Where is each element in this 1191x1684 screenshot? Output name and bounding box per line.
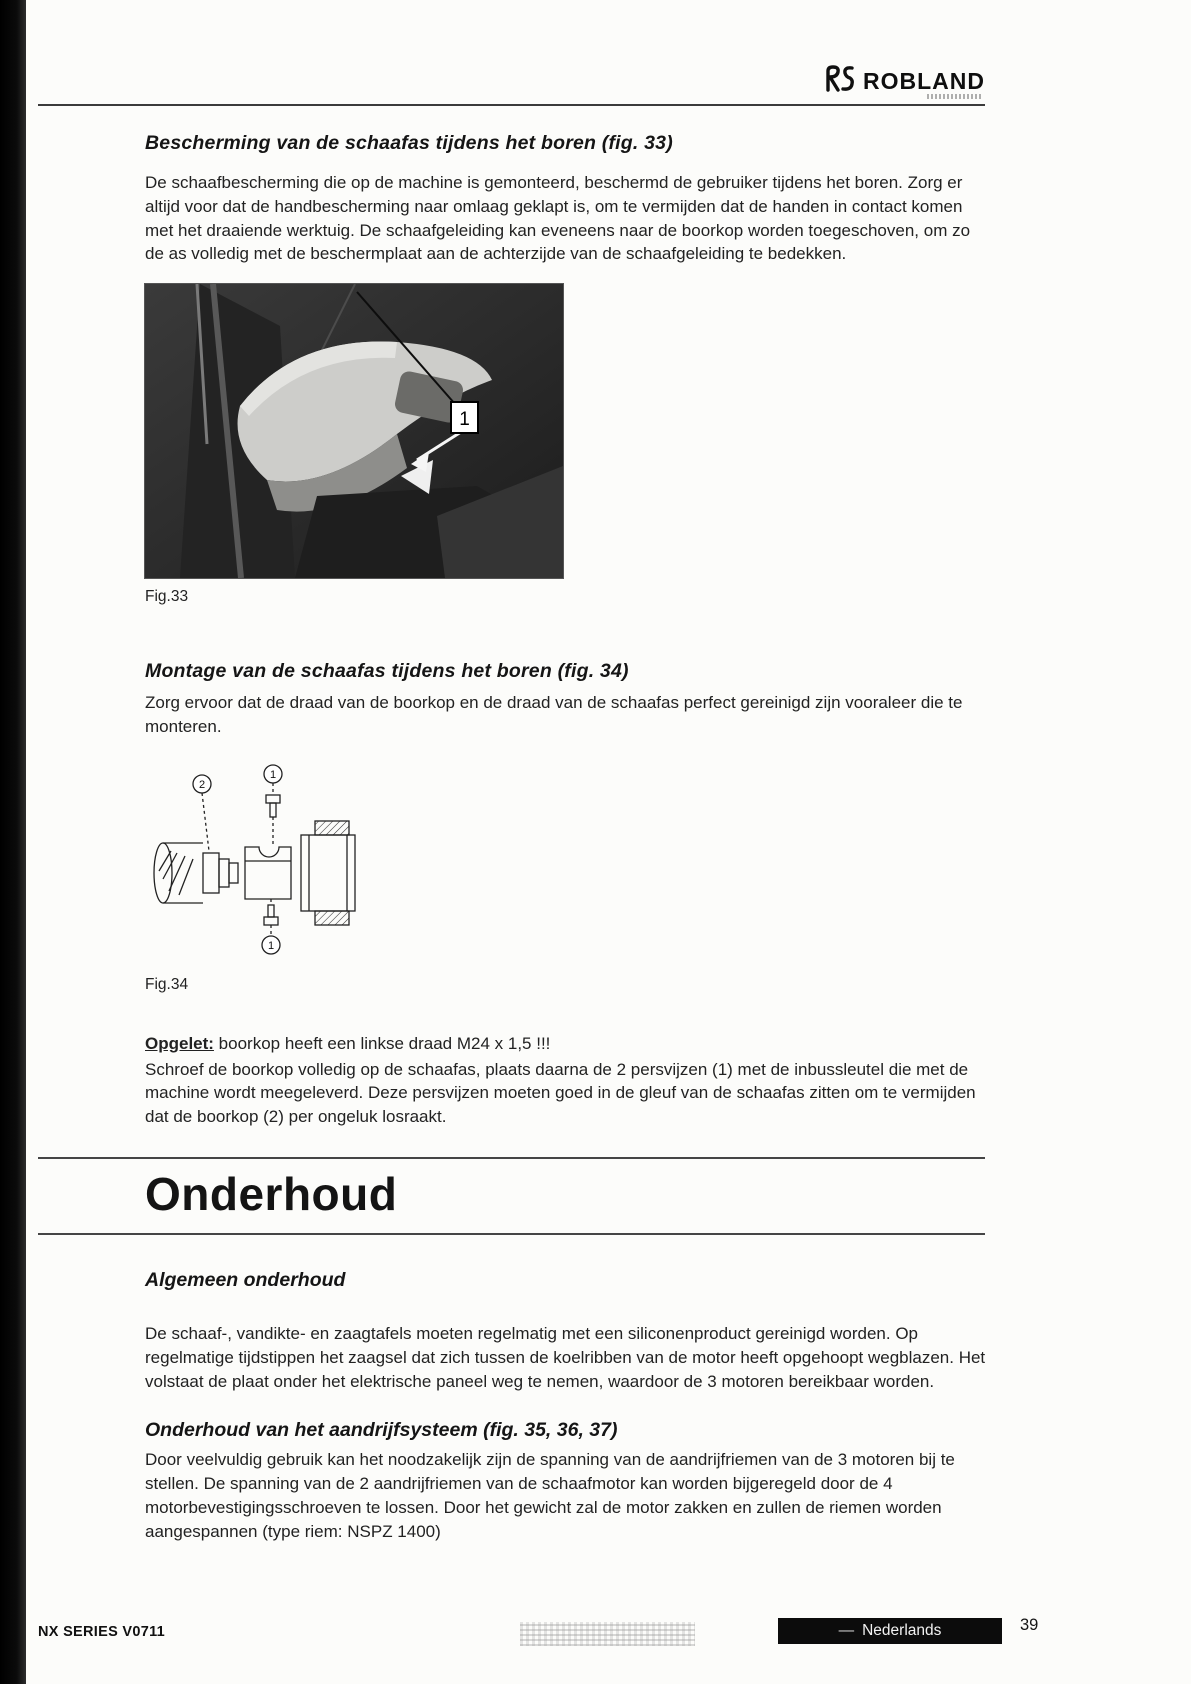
section1-paragraph: De schaafbescherming die op de machine is gemonteerd, beschermd de gebruiker tijdens het boren. Zorg er altijd voor dat de handbescherming naar omlaag geklapt is, om te vermijden dat de handen in contact komen met het draaiende werktuig. De schaafgeleiding kan eveneens naar de boorkop worden toegeschoven, om zo de as volledig met de beschermplaat aan de achterzijde van de schaafgeleiding te bedekken. bbox=[145, 173, 971, 264]
brand-name: ROBLAND bbox=[863, 68, 985, 94]
section-title-algemeen: Algemeen onderhoud bbox=[145, 1268, 346, 1291]
section2-paragraph-2: Schroef de boorkop volledig op de schaafas, plaats daarna de 2 persvijzen (1) met de inbussleutel die met de machine wordt meegeleverd. Deze persvijzen moeten goed in de gleuf van de schaafas zitten om te vermijden dat de boorkop (2) per ongeluk losraakt. bbox=[145, 1059, 976, 1127]
fig34-callout-1-bottom: 1 bbox=[267, 939, 275, 952]
opgelet-note bbox=[145, 1032, 987, 1056]
fig34-drawing bbox=[145, 761, 987, 966]
brand-tagline-smudge bbox=[927, 94, 983, 99]
fig33-figure bbox=[145, 284, 987, 606]
footer-doc-ref: NX SERIES V0711 bbox=[38, 1624, 166, 1640]
opgelet-text: boorkop heeft een linkse draad M24 x 1,5 !!! bbox=[213, 1033, 551, 1053]
chapter-rule-top bbox=[38, 1157, 985, 1159]
page-number: 39 bbox=[1020, 1616, 1039, 1634]
fig34-callouts bbox=[193, 765, 282, 954]
language-badge-label: Nederlands bbox=[862, 1622, 942, 1639]
aandrijfsysteem-paragraph: Door veelvuldig gebruik kan het noodzakelijk zijn de spanning van de aandrijfriemen van de 3 motoren bij te stellen. De spanning van de 2 aandrijfriemen van de schaafmotor kan worden bijgeregeld door de 4 motorbevestigingsschroeven te lossen. Door het gewicht zal de motor zakken en zullen de riemen worden aangespannen (type riem: NSPZ 1400) bbox=[145, 1450, 955, 1541]
chapter-rule-bottom bbox=[38, 1233, 985, 1235]
language-badge bbox=[778, 1618, 1002, 1644]
section2-paragraph: Zorg ervoor dat de draad van de boorkop en de draad van de schaafas perfect gereinigd zijn vooraleer die te monteren. bbox=[145, 693, 963, 736]
fig34-callout-1-top: 1 bbox=[269, 768, 277, 781]
algemeen-paragraph: De schaaf-, vandikte- en zaagtafels moeten regelmatig met een siliconenproduct gereinigd worden. Op regelmatige tijdstippen het zaagsel dat zich tussen de koelribben van de motor heeft opgehoopt wegblazen. Het volstaat de plaat onder het elektrische paneel weg te nemen, waardoor de 3 motoren bereikbaar worden. bbox=[145, 1323, 986, 1391]
page-footer bbox=[38, 1616, 1148, 1650]
fig34-figure bbox=[145, 761, 987, 994]
fig33-caption: Fig.33 bbox=[145, 588, 189, 606]
footer-stamp bbox=[520, 1622, 695, 1646]
scan-spine bbox=[0, 0, 26, 1684]
fig34-caption: Fig.34 bbox=[145, 975, 189, 993]
section-title-montage: Montage van de schaafas tijdens het boren (fig. 34) bbox=[145, 660, 629, 683]
opgelet-label: Opgelet: bbox=[145, 1033, 214, 1053]
fig33-photo bbox=[145, 284, 563, 578]
section-title-bescherming: Bescherming van de schaafas tijdens het boren (fig. 33) bbox=[145, 132, 673, 154]
section-title-aandrijfsysteem: Onderhoud van het aandrijfsysteem (fig. 35, 36, 37) bbox=[145, 1419, 618, 1442]
robland-logo-icon bbox=[820, 64, 858, 99]
fig34-callout-2: 2 bbox=[198, 778, 206, 791]
fig33-label-text: 1 bbox=[459, 409, 470, 431]
page-content bbox=[145, 126, 987, 1544]
language-badge-dash: — bbox=[838, 1622, 855, 1639]
header-rule bbox=[38, 104, 985, 106]
brand-logo bbox=[820, 64, 985, 99]
chapter-title-onderhoud: Onderhoud bbox=[145, 1167, 398, 1220]
